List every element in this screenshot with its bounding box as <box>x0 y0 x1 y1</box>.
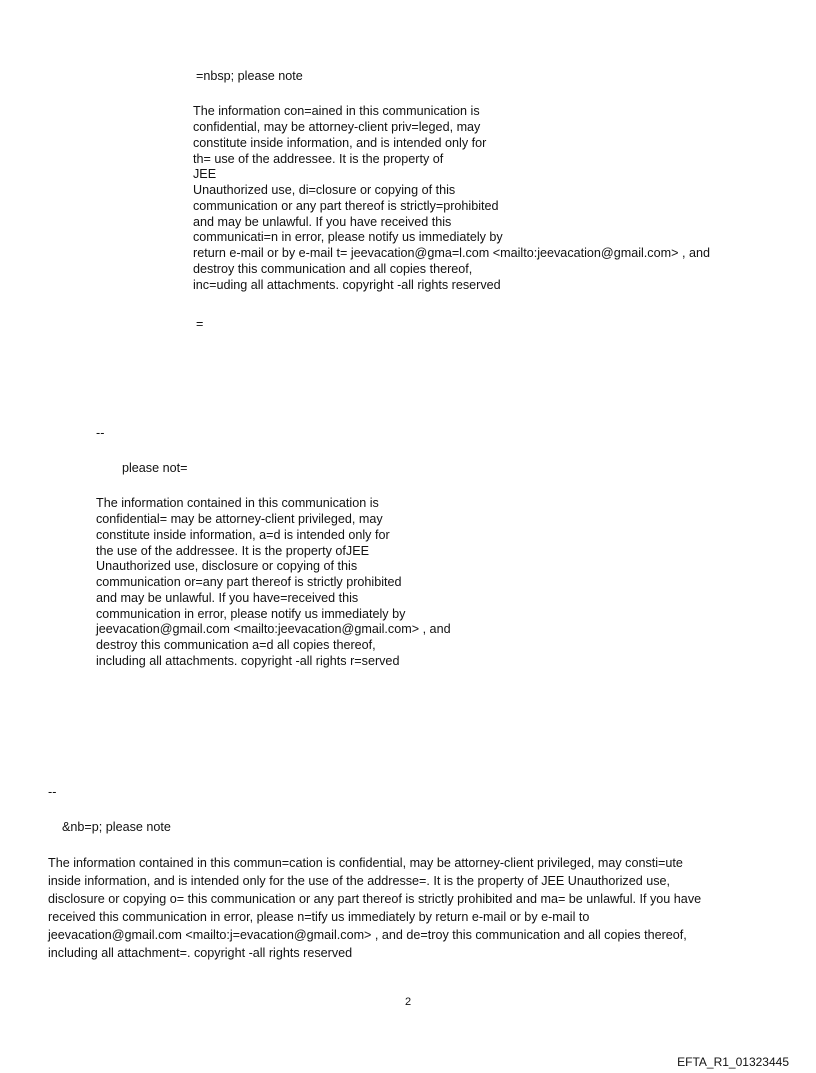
block2-separator: -- <box>96 426 105 440</box>
block1-line: communicati=n in error, please notify us immediately by <box>193 230 503 244</box>
block2-line: including all attachments. copyright -all rights r=served <box>96 654 400 668</box>
block1-heading: =nbsp; please note <box>196 69 303 83</box>
block2-line: Unauthorized use, disclosure or copying of this <box>96 559 358 573</box>
block1-trailer: = <box>196 317 204 331</box>
block2-heading: please not= <box>122 461 188 475</box>
block2-line: communication or=any part thereof is strictly prohibited <box>96 575 402 589</box>
block1-line: communication or any part thereof is strictly=prohibited <box>193 199 499 213</box>
block3-heading: &nb=p; please note <box>62 820 171 834</box>
block2-line: and may be unlawful. If you have=received this <box>96 591 359 605</box>
block3-line: including all attachment=. copyright -all rights reserved <box>48 946 353 960</box>
block3-line: disclosure or copying o= this communication or any part thereof is strictly prohibited and ma= be unlawful. If you have <box>48 892 702 906</box>
block2-line: jeevacation@gmail.com <mailto:jeevacation@gmail.com> , and <box>96 622 451 636</box>
block2-line: communication in error, please notify us immediately by <box>96 607 406 621</box>
block1-line: JEE <box>193 167 217 181</box>
block1-line: Unauthorized use, di=closure or copying of this <box>193 183 456 197</box>
page-number: 2 <box>404 996 412 1008</box>
block3-separator: -- <box>48 785 57 799</box>
block1-line: constitute inside information, and is intended only for <box>193 136 487 150</box>
block3-line: jeevacation@gmail.com <mailto:j=evacation@gmail.com> , and de=troy this communication and all copies thereof, <box>48 928 687 942</box>
block2-line: constitute inside information, a=d is intended only for <box>96 528 390 542</box>
block1-line: inc=uding all attachments. copyright -all rights reserved <box>193 278 501 292</box>
block2-line: The information contained in this communication is <box>96 496 379 510</box>
block1-line: and may be unlawful. If you have received this <box>193 215 452 229</box>
document-id: EFTA_R1_01323445 <box>677 1055 789 1069</box>
block1-line: return e-mail or by e-mail t= jeevacation@gma=l.com <mailto:jeevacation@gmail.com> , and <box>193 246 710 260</box>
block3-line: inside information, and is intended only for the use of the addresse=. It is the property of JEE Unauthorized use, <box>48 874 671 888</box>
block1-line: th= use of the addressee. It is the property of <box>193 152 444 166</box>
block1-line: The information con=ained in this communication is <box>193 104 480 118</box>
block3-line: The information contained in this commun=cation is confidential, may be attorney-client privileged, may consti=ute <box>48 856 683 870</box>
block1-line: confidential, may be attorney-client priv=leged, may <box>193 120 481 134</box>
block2-line: confidential= may be attorney-client privileged, may <box>96 512 383 526</box>
block2-line: destroy this communication a=d all copies thereof, <box>96 638 376 652</box>
block2-line: the use of the addressee. It is the property ofJEE <box>96 544 370 558</box>
block3-line: received this communication in error, please n=tify us immediately by return e-mail or by e-mail to <box>48 910 590 924</box>
block1-line: destroy this communication and all copies thereof, <box>193 262 473 276</box>
